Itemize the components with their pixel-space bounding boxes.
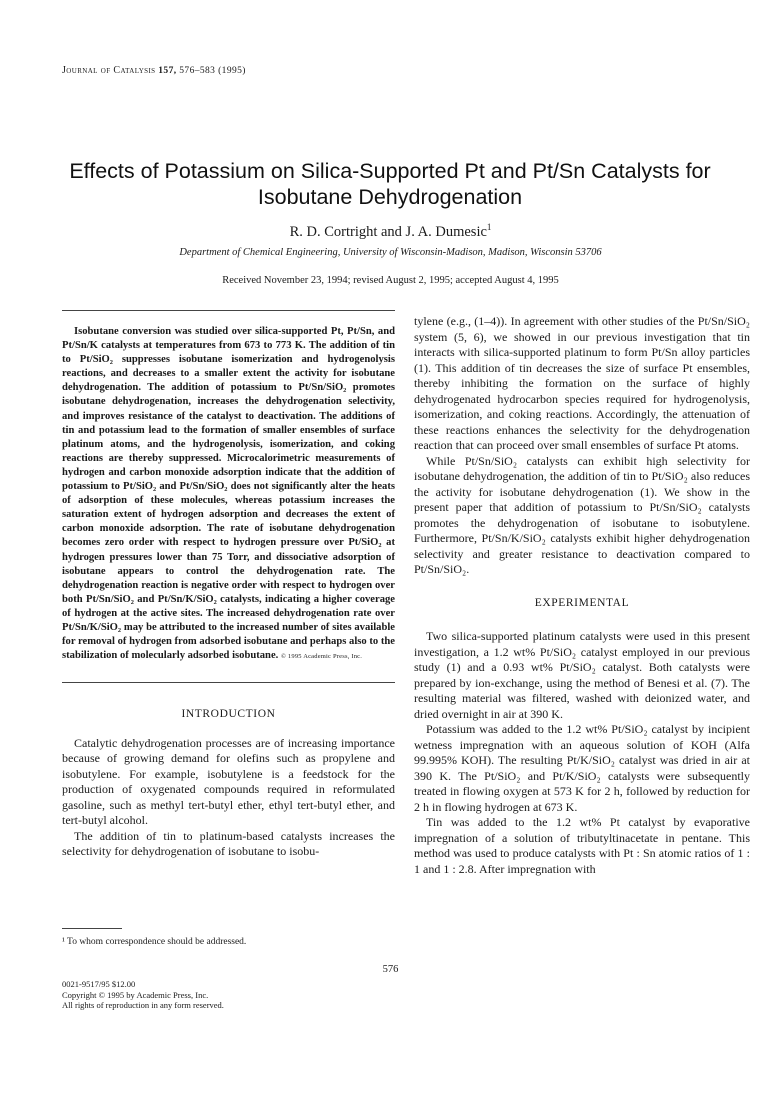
footnote: ¹ To whom correspondence should be addressed. <box>62 937 247 947</box>
copyright-line-3: All rights of reproduction in any form reserved. <box>62 1000 224 1010</box>
abstract <box>62 325 395 664</box>
introduction-heading: INTRODUCTION <box>181 708 276 720</box>
received-dates: Received November 23, 1994; revised August 2, 1995; accepted August 4, 1995 <box>222 275 559 286</box>
journal-pages: 576–583 (1995) <box>179 66 246 76</box>
author-footnote-mark: 1 <box>486 222 492 232</box>
page-number: 576 <box>382 964 399 975</box>
affiliation: Department of Chemical Engineering, University of Wisconsin-Madison, Madison, Wisconsin 53706 <box>179 247 602 258</box>
journal-name: Journal of Catalysis <box>62 65 156 76</box>
copyright-line-2: Copyright © 1995 by Academic Press, Inc. <box>62 989 209 1000</box>
abstract-bottom-rule <box>62 682 395 683</box>
introduction-paragraph-2: The addition of tin to platinum-based catalysts increases the selectivity for dehydrogenation of isobutane to isobu- <box>62 828 395 858</box>
experimental-heading: EXPERIMENTAL <box>534 596 630 609</box>
abstract-top-rule <box>62 310 395 311</box>
footnote-rule <box>62 928 122 929</box>
right-paragraph-2: While Pt/Sn/SiO₂ catalysts can exhibit high selectivity for isobutane dehydrogenation, the addition of tin to Pt/SiO₂ also reduces the activity for isobutane dehydrogenation (1). We show in the present paper that addition of potassium to Pt/Sn/SiO₂ catalysts promotes the dehydrogenation of isobutane to isobutylene. Furthermore, Pt/Sn/K/SiO₂ catalysts exhibit higher dehydrogenation selectivity and greater resistance to deactivation compared to Pt/Sn/SiO₂. <box>414 453 750 576</box>
journal-header <box>62 65 246 76</box>
copyright-block <box>62 979 224 1011</box>
introduction-section <box>62 708 395 860</box>
author-names: R. D. Cortright and J. A. Dumesic <box>289 223 487 240</box>
journal-volume: 157, <box>158 66 177 76</box>
right-column <box>414 314 750 877</box>
abstract-copyright: © 1995 Academic Press, Inc. <box>280 653 363 661</box>
author-line <box>0 222 781 241</box>
experimental-paragraph-3: Tin was added to the 1.2 wt% Pt catalyst by evaporative impregnation of a solution of tributyltinacetate in pentane. This method was used to produce catalysts with Pt : Sn atomic ratios of 1 : 1 and 1 : 2.8. After impregnation with <box>414 815 750 876</box>
abstract-text: Isobutane conversion was studied over silica-supported Pt, Pt/Sn, and Pt/Sn/K catalysts at temperatures from 673 to 773 K. The addition of tin to Pt/SiO₂ suppresses isobutane isomerization and hydrogenolysis reactions, and decreases to a smaller extent the activity for isobutane dehydrogenation. The addition of potassium to Pt/Sn/SiO₂ promotes isobutane dehydrogenation, increases the dehydrogenation selectivity, and improves resistance of the catalyst to deactivation. The additions of tin and potassium lead to the formation of smaller ensembles of surface platinum atoms, and the hydrogenolysis, isomerization, and coking reactions are thereby suppressed. Microcalorimetric measurements of hydrogen and carbon monoxide adsorption indicate that the addition of potassium to Pt/SiO₂ and Pt/Sn/SiO₂ does not significantly alter the heats of adsorption of these molecules, whereas potassium increases the saturation extent of hydrogen adsorption and decreases the extent of carbon monoxide adsorption. The rate of isobutane dehydrogenation becomes zero order with respect to hydrogen pressure over Pt/SiO₂ at hydrogen pressures lower than 75 Torr, and dissociative adsorption of isobutane appears to control the dehydrogenation rate. The dehydrogenation reaction is negative order with respect to hydrogen over both Pt/Sn/SiO₂ and Pt/Sn/K/SiO₂ catalysts, indicating a higher coverage of hydrogen at the active sites. The increased dehydrogenation rate over Pt/Sn/K/SiO₂ may be attributed to the increased number of sites available for removal of hydrogen from adsorbed isobutane and perhaps also to the stabilization of molecularly adsorbed isobutane. <box>62 326 395 662</box>
introduction-paragraph-1: Catalytic dehydrogenation processes are of increasing importance because of growing demand for olefins such as propylene and isobutylene. For example, isobutylene is a feedstock for the production of oxygenated compounds required in reformulated gasoline, such as methyl tert-butyl ether, ethyl tert-butyl ether, and tert-butyl alcohol. <box>62 735 395 827</box>
experimental-paragraph-2: Potassium was added to the 1.2 wt% Pt/SiO₂ catalyst by incipient wetness impregnation with an aqueous solution of KOH (Alfa 99.995% KOH). The resulting Pt/K/SiO₂ catalyst was dried in air at 390 K. The Pt/SiO₂ and Pt/K/SiO₂ catalysts were subsequently treated in flowing oxygen at 573 K for 2 h, followed by reduction for 2 h in flowing hydrogen at 673 K. <box>414 722 750 814</box>
copyright-line-1: 0021-9517/95 $12.00 <box>62 979 136 989</box>
paper-title: Effects of Potassium on Silica-Supported Pt and Pt/Sn Catalysts for Isobutane Dehydrogenation <box>69 159 711 209</box>
right-paragraph-1: tylene (e.g., (1–4)). In agreement with other studies of the Pt/Sn/SiO₂ system (5, 6), we showed in our previous investigation that tin interacts with silica-supported platinum to form Pt/Sn alloy particles (1). This addition of tin decreases the size of surface Pt ensembles, thereby inhibiting the formation on the surface of highly dehydrogenated hydrocarbon species required for hydrogenolysis, isomerization, and coking reactions. Accordingly, the attenuation of these reactions enhances the selectivity for the dehydrogenation reaction that can proceed over small ensembles of surface Pt atoms. <box>414 314 750 452</box>
experimental-paragraph-1: Two silica-supported platinum catalysts were used in this present investigation, a 1.2 wt% Pt/SiO₂ catalyst employed in our previous study (1) and a 0.93 wt% Pt/SiO₂ catalyst. Both catalysts were prepared by ion-exchange, using the method of Benesi et al. (7). The resulting material was filtered, washed with deionized water, and dried overnight in air at 390 K. <box>414 629 750 721</box>
